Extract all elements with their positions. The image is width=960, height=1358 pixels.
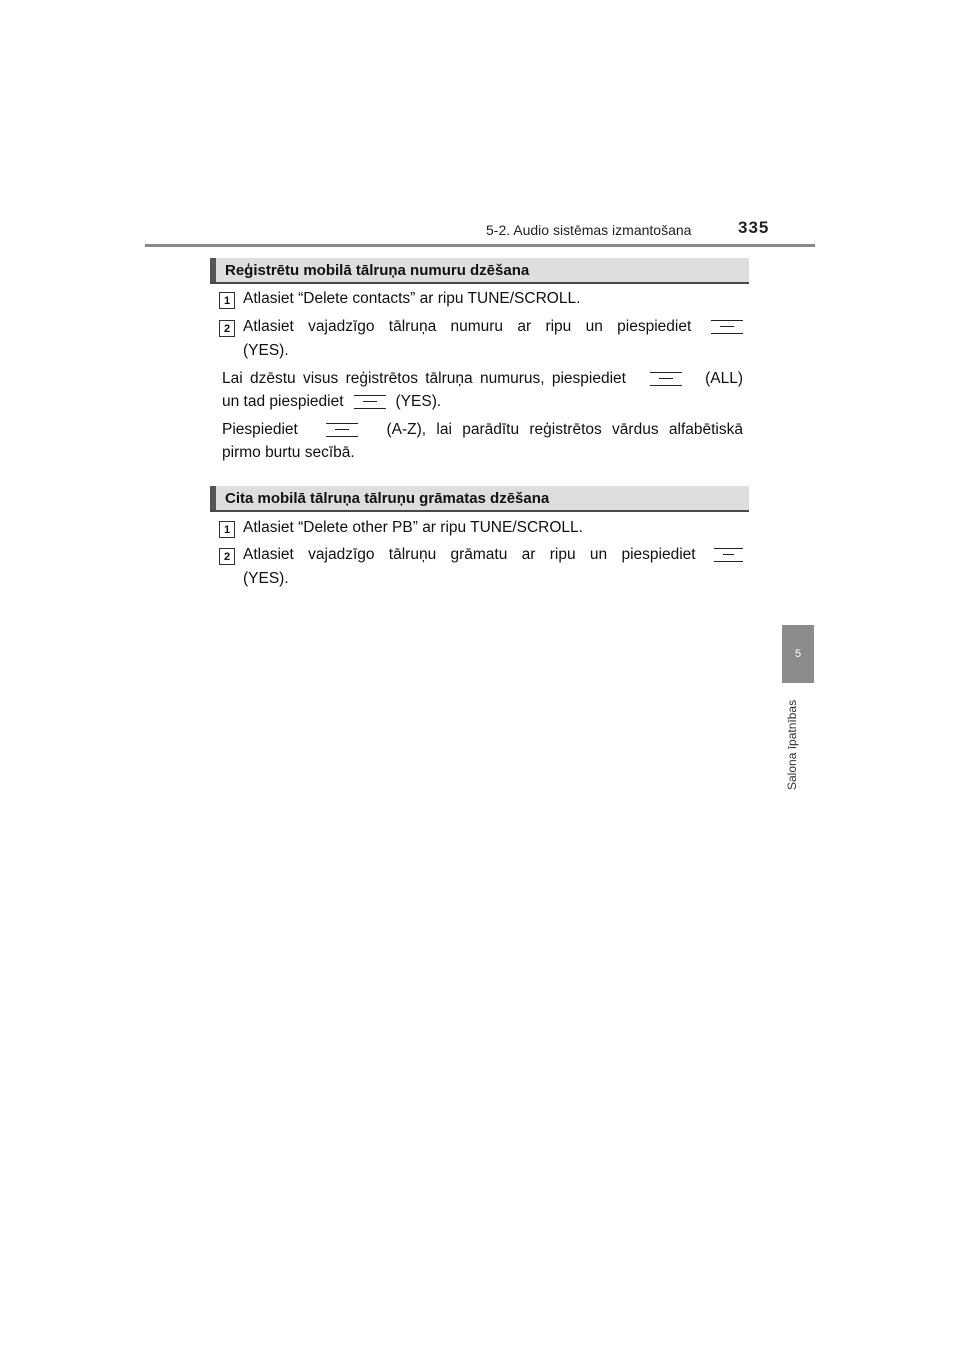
- section-heading: [210, 258, 749, 284]
- softkey-button-icon: [711, 320, 743, 334]
- header-section-title: 5-2. Audio sistēmas izmantošana: [486, 222, 692, 238]
- step-text: Atlasiet vajadzīgo tālruņa numuru ar ripu un piespiediet: [243, 318, 692, 335]
- note-text: Piespiediet: [222, 421, 298, 438]
- header-rule: [145, 244, 815, 247]
- step-text-line: [243, 546, 743, 564]
- step-text-suffix: (YES).: [243, 570, 289, 587]
- softkey-button-icon: [354, 395, 386, 409]
- heading-bar: [210, 258, 216, 282]
- step-text: Atlasiet “Delete other PB” ar ripu TUNE/SCROLL.: [243, 519, 583, 536]
- step-text: Atlasiet “Delete contacts” ar ripu TUNE/SCROLL.: [243, 290, 581, 307]
- section-title: Reģistrētu mobilā tālruņa numuru dzēšana: [225, 262, 530, 279]
- softkey-button-icon: [714, 548, 743, 562]
- step-number: 1: [219, 292, 235, 309]
- step-text-suffix: (YES).: [243, 342, 289, 359]
- chapter-tab: 5: [782, 625, 814, 683]
- softkey-button-icon: [326, 423, 358, 437]
- note-line: [222, 421, 743, 439]
- heading-bar: [210, 486, 216, 510]
- step-number: 2: [219, 320, 235, 337]
- note-line: pirmo burtu secībā.: [222, 444, 355, 461]
- page-number: 335: [738, 218, 770, 237]
- note-text: (YES).: [395, 393, 442, 410]
- chapter-title: Salona īpatnības: [785, 699, 799, 790]
- step-text: Atlasiet vajadzīgo tālruņu grāmatu ar ripu un piespiediet: [243, 546, 696, 563]
- step-text-line: [243, 318, 743, 336]
- section-heading: [210, 486, 749, 512]
- step-number: 1: [219, 521, 235, 538]
- section-title: Cita mobilā tālruņa tālruņu grāmatas dzēšana: [225, 490, 550, 507]
- note-text: un tad piespiediet: [222, 393, 344, 410]
- note-text: Lai dzēstu visus reģistrētos tālruņa numurus, piespiediet: [222, 370, 626, 387]
- note-text: (ALL): [705, 370, 743, 387]
- step-number: 2: [219, 548, 235, 565]
- note-line: [222, 393, 441, 411]
- softkey-button-icon: [650, 372, 682, 386]
- note-text: (A-Z), lai parādītu reģistrētos vārdus alfabētiskā: [386, 421, 743, 438]
- note-line: [222, 370, 743, 388]
